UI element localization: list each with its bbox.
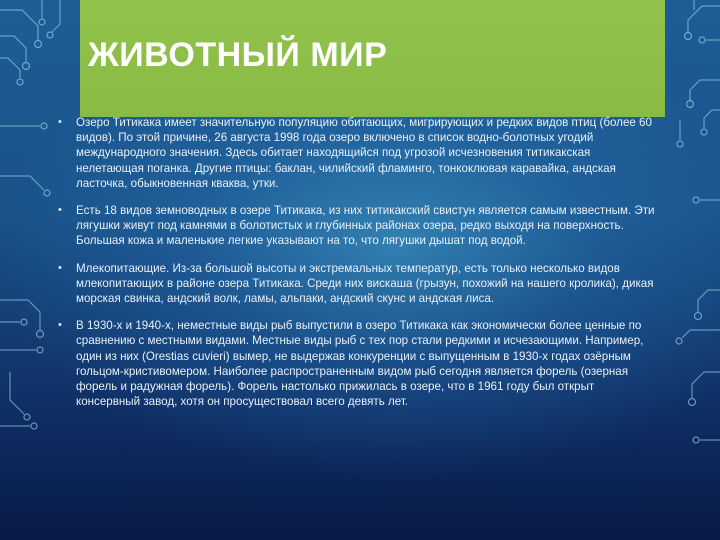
bullet-text-fish: В 1930-х и 1940-х, неместные виды рыб выпустили в озеро Титикака как экономически более ценные по сравнению с местными видами. Местные виды рыб с тех пор стали редкими и исчезающими. Например, один из них (Orestias cuvieri) вымер, не выдержав конкуренции с выпущенным в 1930-х годах озёрным гольцом-кристивомером. Наиболее распространенным видом рыб сегодня является форель (озерная форель и радужная форель). Форель настолько прижилась в озере, что в 1961 году был открыт консервный завод, хотя он просуществовал всего девять лет.: [76, 319, 644, 409]
bullet-fish: [58, 318, 658, 409]
bullet-dot: •: [58, 261, 62, 274]
bullet-list: [58, 115, 658, 421]
bullet-text-amphibians: Есть 18 видов земноводных в озере Титикака, из них титикакский свистун является самым известным. Эти лягушки живут под камнями в болотистых и глубинных районах озера, редко выходя на поверхность. Большая кожа и маленькие легкие указывают на то, что лягушки дышат под водой.: [76, 204, 655, 248]
bullet-mammals: [58, 261, 658, 307]
bullet-amphibians: [58, 203, 658, 249]
bullet-text-mammals: Млекопитающие. Из-за большой высоты и экстремальных температур, есть только несколько видов млекопитающих в районе озера Титикака. Среди них вискаша (грызун, похожий на нашего кролика), дикая морская свинка, андский волк, ламы, альпаки, андский скунс и андская лиса.: [76, 261, 654, 306]
bullet-dot: •: [58, 319, 62, 332]
bullet-dot: •: [58, 204, 62, 217]
bullet-dot: •: [58, 116, 62, 128]
bullet-text-birds: Озеро Титикака имеет значительную популяцию обитающих, мигрирующих и редких видов птиц (более 60 видов). По этой причине, 26 августа 1998 года озеро включено в список водно-болотных угодий международного значения. Здесь обитает находящийся под угрозой исчезновения титикакская нелетающая поганка. Другие птицы: баклан, чилийский фламинго, тонкоклювая каравайка, андская ласточка, обыкновенная кваква, утки.: [76, 116, 652, 190]
bullet-birds: [58, 115, 658, 191]
slide-title: ЖИВОТНЫЙ МИР: [88, 36, 388, 74]
